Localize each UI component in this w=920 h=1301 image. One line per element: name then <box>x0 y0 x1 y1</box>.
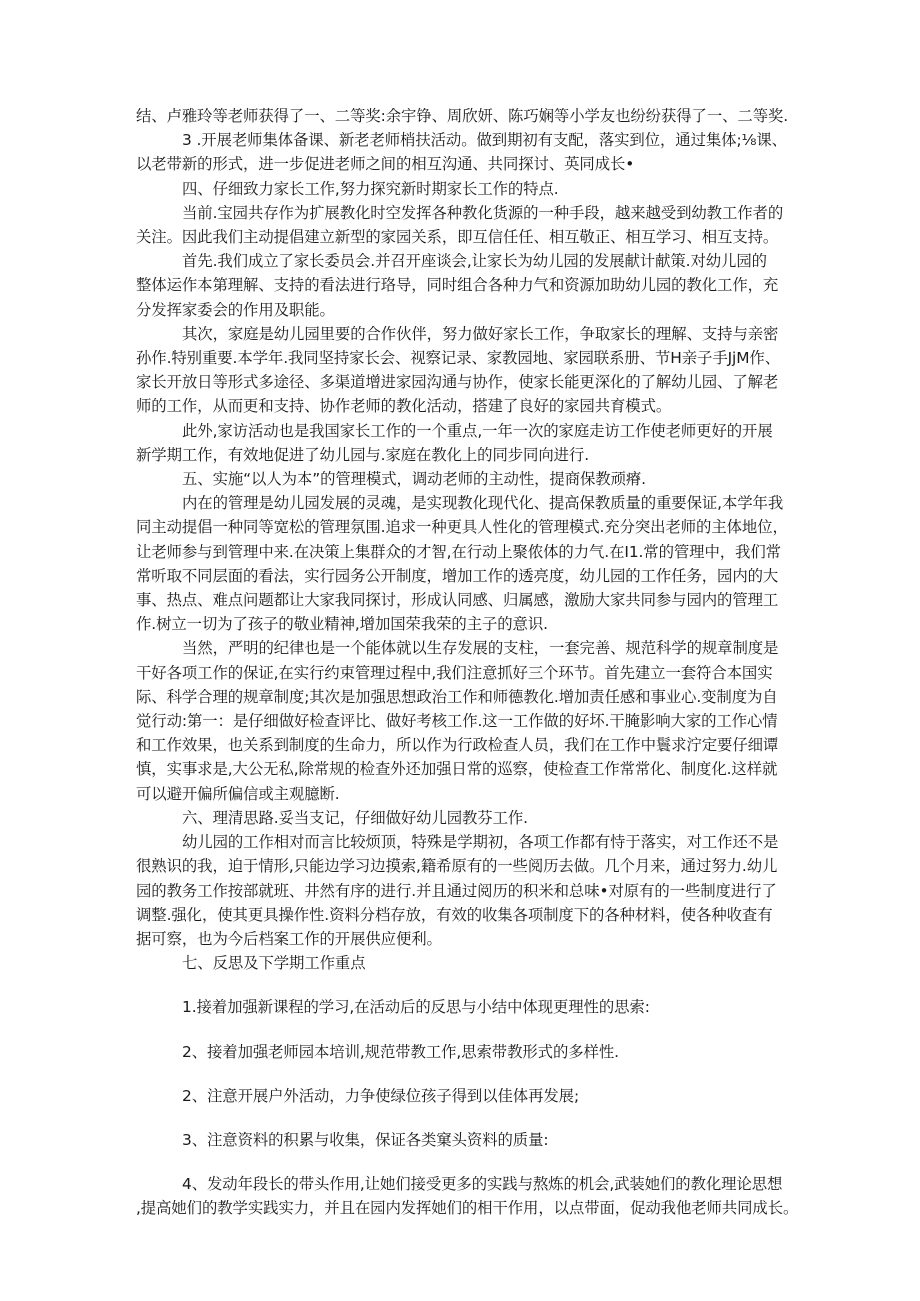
paragraph-line: 常听取不同层面的看法，实行园务公开制度，增加工作的透亮度，幼儿园的工作任务，园内的大 <box>136 566 779 585</box>
paragraph-line: 慎，实事求是,大公无私,除常规的检查外还加强日常的巡察，使检查工作常常化、制度化.这样就 <box>136 760 778 779</box>
paragraph-line: 以老带新的形式，进一步促进老师之间的相互沟通、共同探讨、英同成长• <box>136 155 635 174</box>
paragraph-line: 际、科学合理的规章制度;其次是加强思想政治工作和师德教化.增加责任感和事业心.变制度为自 <box>136 687 778 706</box>
paragraph-line: 很熟识的我，迫于情形,只能边学习边摸索,籍希原有的一些阅历去做。几个月来，通过努力.幼儿 <box>136 857 778 876</box>
paragraph-line: 3 .开展老师集体备课、新老老师梢扶活动。做到期初有支配，落实到位，通过集体;⅛课、 <box>182 131 787 150</box>
paragraph-line: 师的工作，从而更和支持、协作老师的教化活动，搭建了良好的家园共育模式。 <box>136 397 672 416</box>
paragraph-line: 同主动提倡一种同等宽松的管理氛围.追求一种更具人性化的管理模式.充分突出老师的主体地位， <box>136 518 788 537</box>
paragraph-line: 让老师参与到管理中来.在决策上集群众的才智,在行动上聚侬体的力气.在I1.常的管理中，我们常 <box>136 542 781 561</box>
paragraph-line: 家长开放日等形式多途径、多渠道增进家园沟通与协作，使家长能更深化的了解幼儿园、了解老 <box>136 373 779 392</box>
paragraph-line: 4、发动年段长的带头作用,让她们接受更多的实践与熬炼的机会,武装她们的教化理论思想 <box>182 1175 783 1194</box>
paragraph-line: 事、热点、难点问题都让大家我同探讨，形成认同感、归属感，激励大家共同参与园内的管理工 <box>136 591 779 610</box>
paragraph-line: 新学期工作，有效地促进了幼儿园与.家庭在教化上的同步同向进行. <box>136 445 590 464</box>
paragraph-line: 孙作.特别重要.本学年.我同坚持家长会、视察记录、家教园地、家园联系册、节H亲子手JjM作、 <box>136 349 780 368</box>
paragraph-line: 据可察，也为今后档案工作的开展供应便利。 <box>136 929 442 948</box>
paragraph-line: 四、仔细致力家长工作,努力探究新时期家长工作的特点. <box>182 179 559 198</box>
paragraph-line: 此外,家访活动也是我国家长工作的一个重点,一年一次的家庭走访工作使老师更好的开展 <box>182 421 773 440</box>
paragraph-line: 分发挥家委会的作用及职能。 <box>136 300 335 319</box>
paragraph-line: 2、接着加强老师园本培训,规范带教工作,思索带教形式的多样性. <box>182 1042 619 1061</box>
paragraph-line: 当前.宝园共存作为扩展教化时空发挥各种教化货源的一种手段，越来越受到幼教工作者的 <box>182 203 784 222</box>
paragraph-line: 首先.我们成立了家长委员会.并召开座谈会,让家长为幼儿园的发展献计献策.对幼儿园的 <box>182 252 767 271</box>
paragraph-line: 园的教务工作按部就班、井然有序的进行.并且通过阅历的积米和总味•对原有的一些制度进行了 <box>136 881 777 900</box>
paragraph-line: 五、实施“以人为本”的管理模式，调动老师的主动性，提商保教顽瘠. <box>182 470 646 489</box>
paragraph-line: 1.接着加强新课程的学习,在活动后的反思与小结中体现更理性的思索: <box>182 998 650 1017</box>
paragraph-line: 整体运作本第理解、支持的看法进行珞导，同时组合各种力气和资源加助幼儿园的教化工作，充 <box>136 276 779 295</box>
paragraph-line: 其次，家庭是幼儿园里要的合作伙伴，努力做好家长工作，争取家长的理解、支持与亲密 <box>182 324 779 343</box>
paragraph-line: ,提高她们的教学实践实力，并且在园内发挥她们的相干作用，以点带面，促动我他老师共同成长。 <box>136 1199 799 1218</box>
paragraph-line: 结、卢雅玲等老师获得了一、二等奖:余宇铮、周欣妍、陈巧娴等小学友也纷纷获得了一、二等奖. <box>136 107 789 125</box>
paragraph-line: 六、理清思路.妥当支记，仔细做好幼儿园教芬工作. <box>182 808 528 827</box>
document-page <box>136 104 799 1221</box>
paragraph-line: 内在的管理是幼儿园发展的灵魂，是实现教化现代化、提高保教质量的重要保证,本学年我 <box>182 494 784 513</box>
paragraph-line: 干好各项工作的保证,在实行约束管理过程中,我们注意抓好三个环节。首先建立一套符合本国实 <box>136 663 773 682</box>
paragraph-line: 七、反思及下学期工作重点 <box>182 954 366 973</box>
paragraph-line: 关注。因此我们主动提倡建立新型的家园关系，即互信任任、相互敬正、相互学习、相互支持。 <box>136 228 779 247</box>
paragraph-line: 幼儿园的工作相对而言比较烦顶，特殊是学期初，各项工作都有恃于落实，对工作还不是 <box>182 833 779 852</box>
paragraph-line: 觉行动:第一：是仔细做好检查评比、做好考核工作.这一工作做的好坏.干腌影响大家的工作心情 <box>136 712 778 731</box>
paragraph-line: 和工作效果，也关系到制度的生命力，所以作为行政检查人员，我们在工作中鬟求泞定要仔细谭 <box>136 736 779 755</box>
paragraph-line: 调整.强化，使其更具操作性.资料分档存放，有效的收集各项制度下的各种材料，使各种收査有 <box>136 905 773 924</box>
paragraph-line: 可以避开偏所偏信或主观臆断. <box>136 784 340 803</box>
paragraph-line: 作.树立一切为了孩子的敬业精神,增加国荣我荣的主子的意识. <box>136 615 548 634</box>
paragraph-line: 3、注意资料的积累与收集，保证各类窠头资料的质量: <box>182 1130 549 1149</box>
paragraph-line: 2、注意开展户外活动，力争使绿位孩子得到以佳体再发展; <box>182 1086 580 1105</box>
paragraph-line: 当然，严明的纪律也是一个能体就以生存发展的支柱，一套完善、规范科学的规章制度是 <box>182 639 779 658</box>
